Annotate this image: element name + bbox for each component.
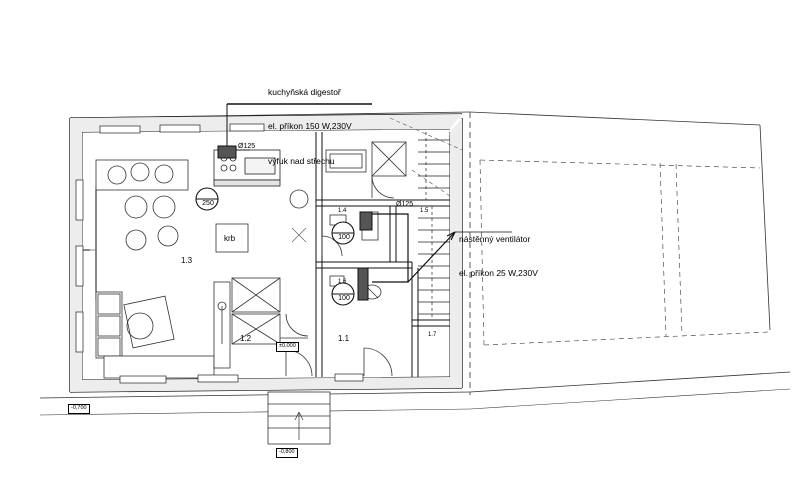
elevation-ground-level: ±0,000	[276, 342, 299, 352]
elevation-minus-800: -0,800	[276, 448, 298, 458]
hood-annotation	[268, 64, 352, 179]
elevation-minus-700: -0,700	[68, 404, 90, 414]
hood-annotation-line-2: el. příkon 150 W,230V	[268, 121, 352, 132]
room-label-1-1: 1.1	[338, 334, 350, 343]
room-label-1-4: 1.4	[338, 208, 347, 214]
hood-annotation-line-3: výfuk nad střechu	[268, 155, 335, 166]
room-label-1-5: 1.5	[420, 208, 429, 214]
fan-annotation-line-1: nástěnný ventilátor	[459, 233, 531, 244]
fan-annotation	[459, 211, 538, 291]
room-label-1-3: 1.3	[181, 256, 193, 265]
room-label-1-6: 1.6	[338, 279, 347, 285]
duct-diameter-hood-label: Ø125	[238, 143, 256, 150]
fan-annotation-line-2: el. příkon 25 W,230V	[459, 268, 538, 279]
fireplace-label: krb	[224, 234, 236, 243]
vent-label-100-upper: 100	[338, 234, 350, 241]
hood-annotation-line-1: kuchyňská digestoř	[268, 86, 341, 97]
room-label-1-2: 1.2	[240, 334, 252, 343]
room-label-1-7: 1.7	[428, 332, 437, 338]
vent-label-100-lower: 100	[338, 295, 350, 302]
duct-diameter-fan-label: Ø125	[396, 201, 414, 208]
entry-steps	[268, 392, 330, 444]
vent-label-250: 250	[202, 200, 214, 207]
